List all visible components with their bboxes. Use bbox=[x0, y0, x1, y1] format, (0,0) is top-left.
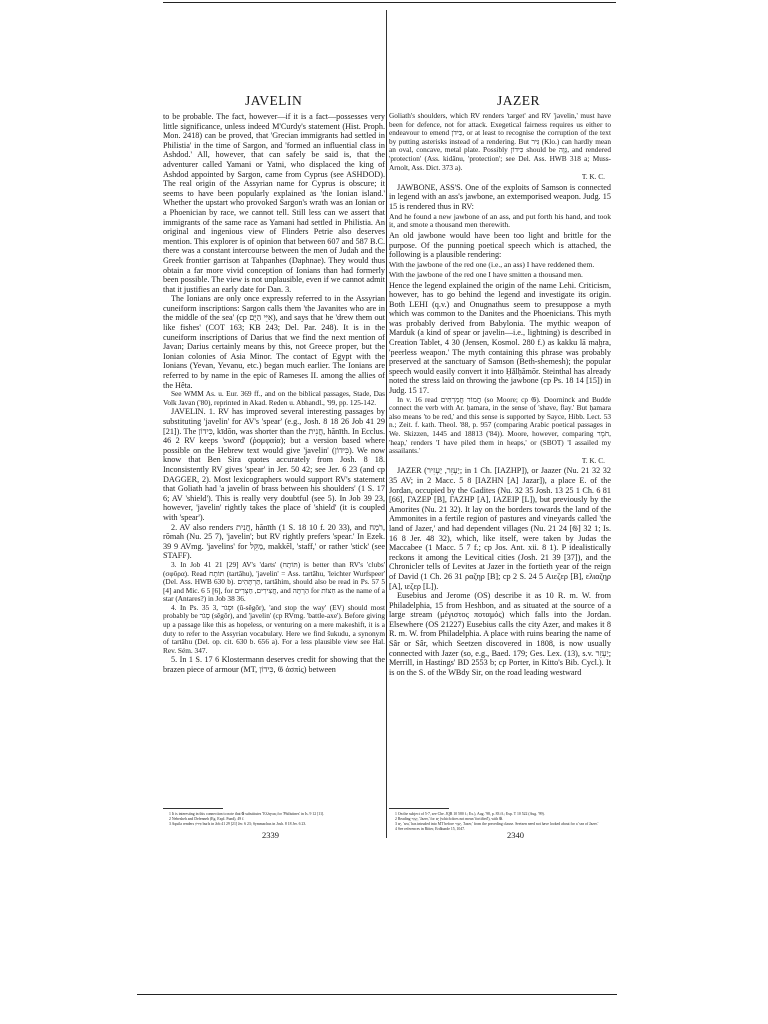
left-para-8: 5. In 1 S. 17 6 Klostermann deserves credit for showing that the brazen piece of armour (MT, כִּידוֹן, 𝔊 ἀσπὶς) between bbox=[163, 655, 385, 675]
entry-jawbone: JAWBONE, ASS'S. One of the exploits of Samson is connected in legend with an ass's jawbone, an extemporised weapon. Judg. 15 15 is rendered thus in RV: bbox=[389, 182, 611, 211]
left-page-number: 2339 bbox=[262, 830, 279, 840]
left-para-1: to be probable. The fact, however—if it is a fact—possesses very little significance, unless indeed M'Curdy's statement (Hist. Proph. Mon. 2418) can be proved, that 'Grecian immigrants had settled in Philistia' in the time of Sargon, and 'formed an influential class in Ashdod.' All, however, that can safely be said is, that the adventurer called Yamani or Yatni, who displaced the king of Ashdod appointed by Sargon, came from Cyprus (see ASHDOD). The real origin of the Assyrian name for Cyprus is obscure; it seems to have been popularly explained as 'the Ionian island.' Whether the upstart who provoked Sargon's wrath was an Ionian or a Phoenician by race, we cannot tell. Still less can we assert that immigrants of the same race as Yamani had settled in Philistia. An original and ingenious view of Flinders Petrie also deserves mention. This explorer is of opinion that between 607 and 587 B.C. there was a constant intercourse between the men of Judah and the Greek frontier garrison at Tahpanhes (Daphnae). They would thus obtain a far more vivid conception of Ionians than had formerly been possible. The view is not unplausible, even if we cannot admit that it justifies an early date for Dan. 3. bbox=[163, 112, 385, 294]
right-footnote-2: 2 Reading יַעְזֵר, 'Jazer,' for יָם (which does not mean 'fortified'), with 𝔊. bbox=[395, 817, 503, 821]
left-footnotes bbox=[163, 812, 385, 827]
right-footnote-3: 3 יָם, 'sea,' has intruded into MT before יַעְזֵר, 'Jazer,' from the preceding clause. Seetzen need not have looked about for a 'sea of Jazer.' bbox=[395, 822, 599, 826]
left-footnote-3: 3 Aquila renders כִּידוֹן burls in Job 41 29 [21] Jer. 6 23; Symmachus in Josh. 8 18 Jer. 6 23. bbox=[169, 822, 307, 826]
bottom-rule bbox=[137, 994, 617, 995]
left-footnote-rule bbox=[163, 808, 223, 809]
right-para-10: Eusebius and Jerome (OS) describe it as 10 R. m. W. from Philadelphia, 15 from Heshbon, and as situated at the source of a large stream (μέγιστος ποταμός) which falls into the Jordan. Elsewhere (OS 21227) Eusebius calls the city Azer, and makes it 8 R. m. W. from Philadelphia. A place with ruins bearing the name of Sâr or Sâr, which Seetzen discovered in 1808, is now usually connected with Jazer (so, e.g., Baed. 179; Ges. Lex. (13), s.v. יַעְזֵר; Merrill, in Hastings' BD 2553 b; cp Porter, in Kitto's Bib. Cycl.). It is on the S. of the WBdy Sir, on the road leading westward bbox=[389, 591, 611, 677]
right-footnotes bbox=[389, 812, 611, 832]
left-para-5: 2. AV also renders חֲנִית, hănīth (1 S. 18 10 f. 20 33), and רֹמַח, rōmah (Nu. 25 7), 'javelin'; but RV rightly prefers 'spear.' In Ezek. 39 9 AVmg. 'javelins' for מַקֵּל, makkēl, 'staff,' or rather 'stick' (see STAFF). bbox=[163, 522, 385, 561]
left-para-2: The Ionians are only once expressly referred to in the Assyrian cuneiform inscriptions: Sargon calls them 'the Javanites who are in the middle of the sea' (cp אִיֵּי הַיָּם), and says that he 'drew them out like fishes' (COT 163; KB 243; Del. Par. 248). It is in the cuneiform inscriptions of Darius that we find the next mention of Javan; Darius certainly means by this, not Greece proper, but the Ionian colonies of Asia Minor. The contact of Egypt with the Ionians (Yevan, Yevanu, etc.) began much earlier. The Ionians are referred to by name in the epic of Rameses II. among the allies of the Hêta. bbox=[163, 294, 385, 390]
left-footnote-2: 2 Nebesheh and Defenneh (Eg. Expl. Fund), 49 f. bbox=[169, 817, 245, 821]
entry-jazer: JAZER (יַעְזֵר, יַעְזִיר; in 1 Ch. [ΙΑΖΗΡ]), or Jaazer (Nu. 21 32 32 35 AV; in 2 Macc. 5 8 [ΙΑΖΗΝ [A] Jazar]), a place E. of the Jordan, occupied by the Gadites (Nu. 32 35 Josh. 13 25 1 Ch. 6 81 [66], ΓΑΖΕΡ [B], ΓΑΖΗΡ [A], ΙΑΖΕΙΡ [L]), but previously by the Amorites (Nu. 21 32). It lay on the borders towards the land of the Ammonites in a fertile region of pastures and vineyards called 'the land of Jazer,' and had dependent villages (Nu. 21 24 [𝔊] 32 1; Is. 16 8 Jer. 48 32), which, like itself, were taken by Judas the Maccabee (1 Macc. 5 7 f.; cp Jos. Ant. xii. 8 1). P idealistically reckons it among the Levitical cities (Josh. 21 39 [37]), and the Chronicler tells of Levites at Jazer in the fortieth year of the reign of David (1 Ch. 26 31 ραζηρ [B]; cp 2 S. 24 5 Αιεζερ [B], ελιαζηρ [A], ιεζερ [L]). bbox=[389, 466, 611, 591]
left-column bbox=[163, 112, 385, 675]
left-running-head: JAVELIN bbox=[245, 93, 303, 108]
right-footnote-1: 1 On the subject of 5-7, see Che. JQR 10 580 f.; Ex.), Aug. '98, p. 83 ff.; Exp. T 10 522 (Aug. '99). bbox=[395, 812, 545, 816]
quote-2: With the jawbone of the red one (i.e., an ass) I have reddened them. bbox=[389, 259, 595, 269]
left-para-3: See WMM As. u. Eur. 369 ff., and on the biblical passages, Stade, Das Volk Javan ('80), reprinted in Akad. Reden u. Abhandl., '99, pp. 125-142. bbox=[163, 389, 385, 407]
right-footnote-rule bbox=[389, 808, 449, 809]
left-para-7: 4. In Ps. 35 3, וּסְגֹר (ū-sĕgōr), 'and stop the way' (EV) should most probably be סְגֹר (sĕgōr), and 'javelin' (cp RVmg. 'battle-axe'). Before giving up a passage like this as hopeless, or venturing on a mere makeshift, it is a duty to refer to the Assyrian vocabulary. Here we find šukudu, a synonym of tartāhu (Del. op. cit. 630 b. 656 a). For a less plausible view see Hal. Rev. Sém. 347. bbox=[163, 602, 385, 655]
right-para-1: Goliath's shoulders, which RV renders 'target' and RV 'javelin,' must have been for defence, not for attack. Exegetical fairness requires us either to endeavour to emend כִּידֹן, or at least to recognise the corruption of the text by putting asterisks instead of a rendering. But גִּיר (Klo.) can hardly mean an oval, concave, metal plate. Possibly כִּידוֹן should be גָּוֶה, and rendered 'protection' (Ass. kidānu, 'protection'; see Del. Ass. HWB 318 a; Muss-Arnolt, Ass. Dict. 373 a). bbox=[389, 111, 612, 172]
right-para-7: Hence the legend explained the origin of the name Lehi. Criticism, however, has to go behind the legend and investigate its origin. Both LEHI (q.v.) and Onugnathus seem to presuppose a myth which was common to the Danites and the Phoenicians. This myth was probably derived from Babylonia. The mythic weapon of Marduk (a kind of spear or javelin—i.e., lightning) is described in Creation Tablet, 4 30 (Jensen, Kosmol. 280 f.) as kakku lā maḫra, 'peerless weapon.' The myth containing this phrase was probably preserved at the sanctuary of Samson (Beth-shemesh); the popular speech would easily convert it into Ḥǎlḥămōr. Steinthal has already noted the stress laid on throwing the jawbone (cp Ps. 18 14 [15]) in Judg. 15 17. bbox=[389, 280, 611, 396]
right-footnote-4: 4 See references in Ritter, Erdkunde 15, 1047. bbox=[395, 827, 466, 831]
signature-1: T. K. C. bbox=[581, 172, 605, 182]
entry-javelin: JAVELIN. 1. RV has improved several interesting passages by substituting 'javelin' for AV's 'spear' (e.g., Josh. 8 18 26 Job 41 29 [21]). The כִּידוֹן, kīdōn, was shorter than the חֲנִית, hănīth. In Ecclus. 46 2 RV keeps 'sword' (ῥομφαία); but a version based where possible on the Hebrew text would give 'javelin' (כִּידוֹן). We now know that Ben Sira quotes accurately from Josh. 8 18. Inconsistently RV gives 'spear' in Jer. 50 42; see Jer. 6 23 (and cp DAGGER, 2). Most lexicographers would support RV's statement that Goliath had 'a javelin of brass between his shoulders' (1 S. 17 6; AV 'shield'). This is really very doubtful (see 5). In Job 39 23, however, 'javelin' rightly takes the place of 'shield' (it is coupled with 'spear'). bbox=[163, 407, 386, 522]
signature-2: T. K. C. bbox=[581, 455, 605, 465]
left-para-6: 3. In Job 41 21 [29] AV's 'darts' (תּוֹתָח) is better than RV's 'clubs' (σφῦρα). Read תּוֹתָח (tartāhu), 'javelin' = Ass. tartāhu, 'leichter Wurfspeer' (Del. Ass. HWB 630 b). תַּרְתָּהִים, tartāhim, should also be read in Ps. 57 5 [4] and Mic. 6 5 [6], for חֲצִירִים, חַצְרִים, and הַרְתָּה for חִצּוֹת as the name of a star (Antares?) in Job 38 36. bbox=[163, 559, 385, 604]
quote-3: With the jawbone of the red one I have smitten a thousand men. bbox=[389, 269, 583, 279]
right-running-head: JAZER bbox=[497, 93, 540, 108]
left-footnote-1: 1 It is interesting in this connection to note that 𝔊 substitutes Ἕλληνας for 'Philistines' in Is. 9 12 [11]. bbox=[169, 812, 325, 816]
right-para-4: An old jawbone would have been too light and brittle for the purpose. Of the punning poetical speech which is attached, the following is a plausible rendering: bbox=[389, 231, 611, 260]
right-page-number: 2340 bbox=[507, 830, 524, 840]
top-rule bbox=[163, 2, 616, 3]
right-para-8: In v. 16 read חֲמוֹר חֲמַרְתִּים (so Moore; cp 𝔊). Doorninck and Budde connect the verb with Ar. ḥamara, in the sense of 'shave, flay.' But ḥamara also means 'to be red,' and this sense is supported by Sayce, Hibb. Lect. 53 n.; Zeit. f. kath. Theol. '88, p. 957 (comparing Arabic poetical passages in We. Skizzen, 1445 and 18813 ('84)). Moore, however, comparing חֹמֶר, 'heap,' renders 'I have piled them in heaps,' or (SBOT) 'I assailed my assailants.' bbox=[389, 394, 611, 456]
quote-1: And he found a new jawbone of an ass, and put forth his hand, and took it, and smote a thousand men therewith. bbox=[389, 211, 611, 230]
column-divider bbox=[386, 10, 387, 838]
right-column bbox=[389, 112, 611, 677]
